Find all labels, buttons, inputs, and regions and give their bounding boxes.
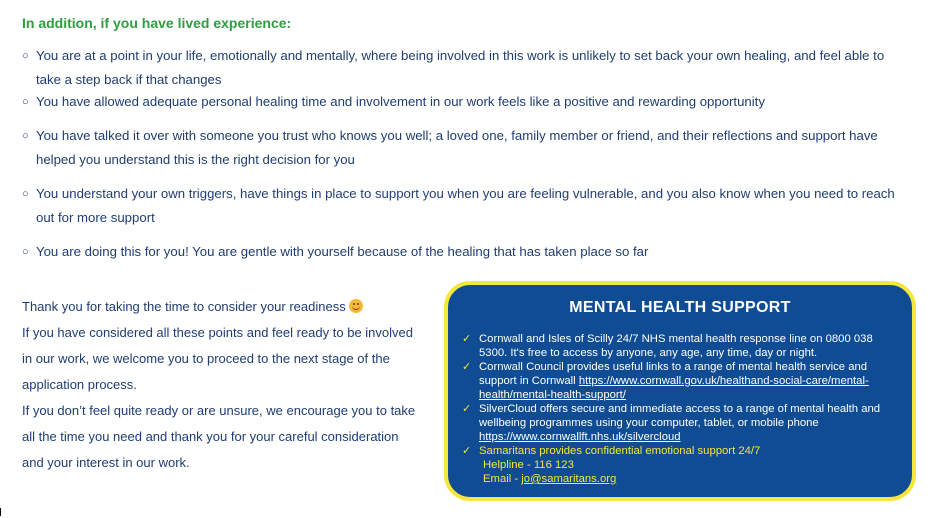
- smiling-face-icon: [349, 299, 363, 313]
- closing-message: [22, 294, 422, 476]
- list-item: [22, 182, 912, 230]
- closing-proceed: If you have considered all these points and feel ready to be involved in our work, we welcome you to proceed to the next stage of the application process.: [22, 325, 413, 392]
- mental-health-support-box: [444, 281, 916, 501]
- criteria-text: You understand your own triggers, have things in place to support you when you are feeling vulnerable, and you also know when you need to reach out for more support: [36, 186, 895, 225]
- council-text: Cornwall Council provides useful links to a range of mental health service and support in Cornwall: [479, 361, 868, 387]
- list-item: [22, 240, 912, 264]
- list-item: [22, 44, 912, 92]
- support-item-nhs: [462, 332, 902, 360]
- samaritans-email-link[interactable]: jo@samaritans.org: [521, 473, 617, 485]
- check-icon: ✓: [462, 361, 472, 373]
- page-edge-mark: [0, 508, 1, 516]
- criteria-text: You have talked it over with someone you trust who knows you well; a loved one, family member or friend, and their reflections and support have helped you understand this is the right decision for you: [36, 128, 878, 167]
- thanks-text: Thank you for taking the time to consider your readiness: [22, 299, 346, 314]
- list-item: [22, 124, 912, 172]
- circle-bullet-icon: ○: [22, 246, 29, 258]
- closing-take-time: If you don’t feel quite ready or are unsure, we encourage you to take all the time you need and thank you for your careful consideration and your interest in our work.: [22, 403, 416, 470]
- circle-bullet-icon: ○: [22, 50, 29, 62]
- check-icon: ✓: [462, 445, 472, 457]
- email-label: Email -: [483, 473, 522, 485]
- circle-bullet-icon: ○: [22, 188, 29, 200]
- circle-bullet-icon: ○: [22, 130, 29, 142]
- samaritans-email-line: [479, 472, 902, 486]
- criteria-text: You are at a point in your life, emotionally and mentally, where being involved in this work is unlikely to set back your own healing, and feel able to take a step back if that changes: [36, 48, 885, 87]
- samaritans-text: Samaritans provides confidential emotional support 24/7: [479, 445, 761, 457]
- circle-bullet-icon: ○: [22, 96, 29, 108]
- nhs-text: Cornwall and Isles of Scilly 24/7 NHS mental health response line on 0800 038 5300. It's free to access by anyone, any age, any time, day or night.: [479, 333, 873, 359]
- council-link[interactable]: https://www.cornwall.gov.uk/healthand-social-care/mental-health/mental-health-support/: [479, 375, 869, 401]
- list-item: [22, 90, 912, 114]
- criteria-text: You are doing this for you! You are gentle with yourself because of the healing that has taken place so far: [36, 244, 649, 259]
- support-title: MENTAL HEALTH SUPPORT: [569, 299, 791, 316]
- support-item-council: [462, 360, 902, 402]
- lived-experience-heading: In addition, if you have lived experience:: [22, 15, 292, 31]
- support-item-silvercloud: [462, 402, 902, 444]
- support-list: [462, 332, 902, 486]
- criteria-text: You have allowed adequate personal healing time and involvement in our work feels like a positive and rewarding opportunity: [36, 94, 765, 109]
- closing-thanks: [22, 294, 422, 320]
- silvercloud-link[interactable]: https://www.cornwallft.nhs.uk/silvercloud: [479, 431, 681, 443]
- samaritans-helpline: Helpline - 116 123: [483, 459, 574, 471]
- check-icon: ✓: [462, 333, 472, 345]
- support-item-samaritans: [462, 444, 902, 486]
- silvercloud-text: SilverCloud offers secure and immediate access to a range of mental health and wellbeing programmes using your computer, tablet, or mobile phone: [479, 403, 881, 429]
- check-icon: ✓: [462, 403, 472, 415]
